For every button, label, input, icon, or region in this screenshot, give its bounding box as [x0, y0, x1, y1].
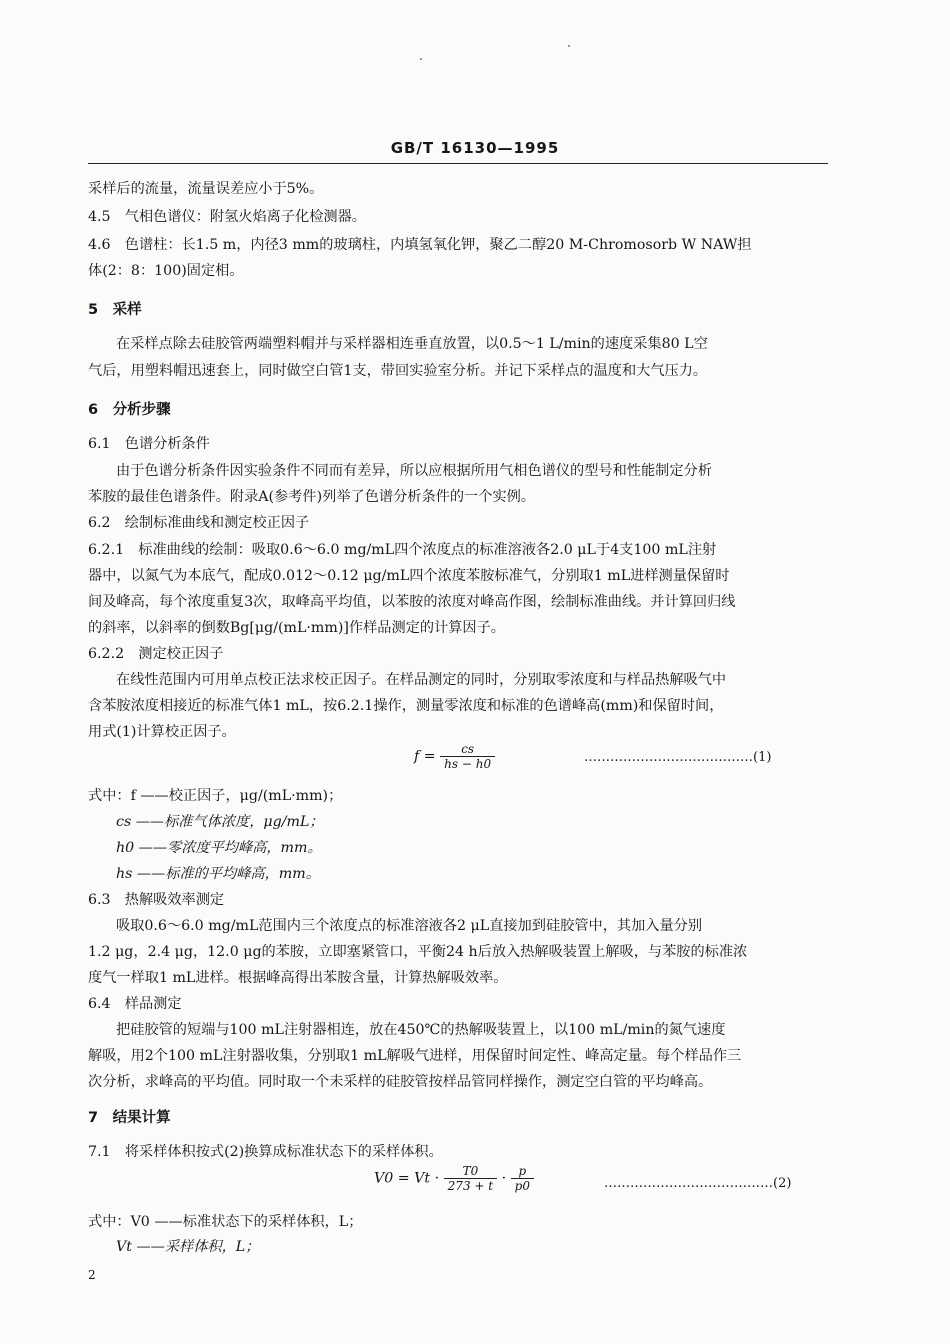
formula-2-denominator-2: p0: [514, 1179, 530, 1193]
formula-1-lhs: f =: [414, 748, 436, 765]
formula-2-fraction-temp: [444, 1164, 497, 1193]
section-heading-7: 7 结果计算: [88, 1110, 171, 1126]
page-number: 2: [88, 1268, 96, 1282]
text-line: 次分析，求峰高的平均值。同时取一个未采样的硅胶管按样品管同样操作，测定空白管的平均峰高。: [88, 1074, 713, 1090]
text-line: 解吸，用2个100 mL注射器收集，分别取1 mL解吸气进样，用保留时间定性、峰高定量。每个样品作三: [88, 1048, 742, 1064]
where-line: hs ——标准的平均峰高，mm。: [116, 866, 320, 882]
formula-2-dot: ·: [501, 1170, 507, 1187]
where-line: 式中：f ——校正因子，μg/(mL·mm)；: [88, 788, 343, 804]
formula-2-number: …………………………………(2): [604, 1176, 792, 1191]
clause-6-2: 6.2 绘制标准曲线和测定校正因子: [88, 515, 310, 531]
clause-7-1: 7.1 将采样体积按式(2)换算成标准状态下的采样体积。: [88, 1144, 443, 1160]
where-line: h0 ——零浓度平均峰高，mm。: [116, 840, 322, 856]
section-heading-5: 5 采样: [88, 302, 142, 318]
text-line: 气后，用塑料帽迅速套上，同时做空白管1支，带回实验室分析。并记下采样点的温度和大气压力。: [88, 363, 708, 379]
clause-6-1: 6.1 色谱分析条件: [88, 436, 210, 452]
standard-code-header: GB/T 16130—1995: [390, 139, 560, 157]
text-line: 度气一样取1 mL进样。根据峰高得出苯胺含量，计算热解吸效率。: [88, 970, 508, 986]
text-line: 体(2：8：100)固定相。: [88, 263, 244, 279]
text-line: 采样后的流量，流量误差应小于5%。: [88, 181, 324, 197]
text-line: 的斜率，以斜率的倒数Bg[μg/(mL·mm)]作样品测定的计算因子。: [88, 620, 505, 636]
scan-speck: [420, 58, 422, 60]
formula-1-numerator: cs: [440, 742, 495, 757]
formula-2-fraction-pressure: [511, 1164, 534, 1193]
text-line: 由于色谱分析条件因实验条件不同而有差异，所以应根据所用气相色谱仪的型号和性能制定分析: [116, 463, 712, 479]
text-line: 器中，以氮气为本底气，配成0.012～0.12 μg/mL四个浓度苯胺标准气，分别取1 mL进样测量保留时: [88, 568, 730, 584]
where-line: cs ——标准气体浓度，μg/mL；: [116, 814, 324, 830]
formula-2-denominator-1: 273 + t: [447, 1179, 494, 1193]
text-line: 在线性范围内可用单点校正法求校正因子。在样品测定的同时，分别取零浓度和与样品热解吸气中: [116, 672, 727, 688]
where-line: 式中：V0 ——标准状态下的采样体积，L；: [88, 1214, 363, 1230]
clause-6-4: 6.4 样品测定: [88, 996, 182, 1012]
section-heading-6: 6 分析步骤: [88, 402, 171, 418]
text-line: 间及峰高，每个浓度重复3次，取峰高平均值，以苯胺的浓度对峰高作图，绘制标准曲线。并计算回归线: [88, 594, 736, 610]
text-line: 把硅胶管的短端与100 mL注射器相连，放在450℃的热解吸装置上，以100 mL/min的氮气速度: [116, 1022, 726, 1038]
formula-2: [374, 1164, 534, 1193]
clause-6-2-2: 6.2.2 测定校正因子: [88, 646, 224, 662]
text-line: 含苯胺浓度相接近的标准气体1 mL，按6.2.1操作，测量零浓度和标准的色谱峰高(mm)和保留时间，: [88, 698, 724, 714]
text-line: 吸取0.6～6.0 mg/mL范围内三个浓度点的标准溶液各2 μL直接加到硅胶管中，其加入量分别: [116, 918, 703, 934]
formula-1-denominator: hs − h0: [444, 757, 492, 771]
scan-speck: [568, 45, 570, 47]
formula-2-numerator-1: T0: [444, 1164, 497, 1179]
formula-1-fraction: [440, 742, 495, 771]
clause-4-6: 4.6 色谱柱：长1.5 m，内径3 mm的玻璃柱，内填氢氧化钾，聚乙二醇20 M-Chromosorb W NAW担: [88, 237, 752, 253]
clause-6-2-1: 6.2.1 标准曲线的绘制：吸取0.6～6.0 mg/mL四个浓度点的标准溶液各2.0 μL于4支100 mL注射: [88, 542, 717, 558]
formula-1-number: …………………………………(1): [584, 750, 772, 765]
text-line: 1.2 μg，2.4 μg，12.0 μg的苯胺，立即塞紧管口，平衡24 h后放入热解吸装置上解吸，与苯胺的标准浓: [88, 944, 748, 960]
clause-6-3: 6.3 热解吸效率测定: [88, 892, 225, 908]
header-rule: [88, 163, 828, 164]
formula-1: [414, 742, 495, 771]
text-line: 苯胺的最佳色谱条件。附录A(参考件)列举了色谱分析条件的一个实例。: [88, 489, 535, 505]
text-line: 在采样点除去硅胶管两端塑料帽并与采样器相连垂直放置，以0.5～1 L/min的速度采集80 L空: [116, 336, 708, 352]
formula-2-lhs: V0 = Vt ·: [374, 1170, 440, 1187]
where-line: Vt ——采样体积，L；: [116, 1239, 260, 1255]
clause-4-5: 4.5 气相色谱仪：附氢火焰离子化检测器。: [88, 209, 366, 225]
formula-2-numerator-2: p: [511, 1164, 534, 1179]
text-line: 用式(1)计算校正因子。: [88, 724, 236, 740]
